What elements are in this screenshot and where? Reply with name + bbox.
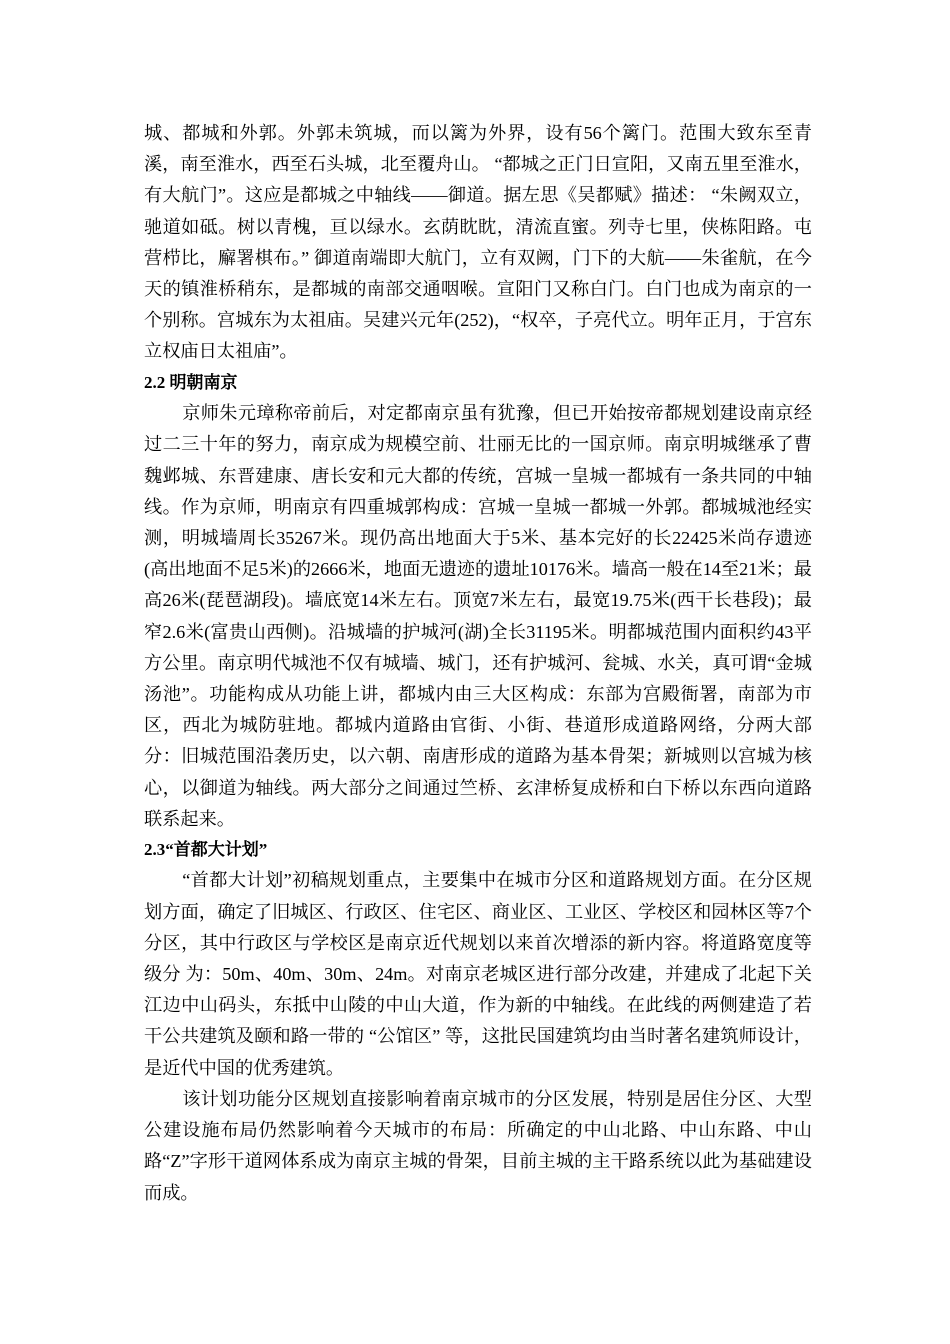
paragraph-ming-nanjing: 京师朱元璋称帝前后，对定都南京虽有犹豫，但已开始按帝都规划建设南京经过二三十年的努力，南京成为规模空前、壮丽无比的一国京师。南京明城继承了曹魏邺城、东晋建康、唐长安和元大都的传统，宫城一皇城一都城有一条共同的中轴线。作为京师，明南京有四重城郭构成：宫城一皇城一都城一外郭。都城城池经实测，明城墙周长35267米。现仍高出地面大于5米、基本完好的长22425米尚存遗迹(高出地面不足5米)的2666米，地面无遗迹的遗址10176米。墙高一般在14至21米；最高26米(琵琶湖段)。墙底宽14米左右。顶宽7米左右，最宽19.75米(西干长巷段)；最窄2.6米(富贵山西侧)。沿城墙的护城河(湖)全长31195米。明都城范围内面积约43平方公里。南京明代城池不仅有城墙、城门，还有护城河、瓮城、水关，真可谓“金城汤池”。功能构成从功能上讲，都城内由三大区构成：东部为宫殿衙署，南部为市区，西北为城防驻地。都城内道路由官街、小街、巷道形成道路网络，分两大部分：旧城范围沿袭历史，以六朝、南唐形成的道路为基本骨架；新城则以宫城为核心，以御道为轴线。两大部分之间通过竺桥、玄津桥复成桥和白下桥以东西向道路联系起来。	[144, 403, 812, 829]
section-heading-2-3: 2.3“首都大计划”	[144, 839, 268, 859]
section-heading-2-2: 2.2 明朝南京	[144, 372, 238, 392]
document-page	[144, 118, 812, 1209]
paragraph-capital-plan-overview: “首都大计划”初稿规划重点，主要集中在城市分区和道路规划方面。在分区规划方面，确定了旧城区、行政区、住宅区、商业区、工业区、学校区和园林区等7个分区，其中行政区与学校区是南京近代规划以来首次增添的新内容。将道路宽度等级分 为：50m、40m、30m、24m。对南京老城区进行部分改建，并建成了北起下关江边中山码头，东抵中山陵的中山大道，作为新的中轴线。在此线的两侧建造了若干公共建筑及颐和路一带的 “公馆区” 等，这批民国建筑均由当时著名建筑师设计，是近代中国的优秀建筑。	[144, 870, 812, 1078]
paragraph-capital-plan-impact: 该计划功能分区规划直接影响着南京城市的分区发展，特别是居住分区、大型公建设施布局仍然影响着今天城市的布局：所确定的中山北路、中山东路、中山路“Z”字形干道网体系成为南京主城的骨架，目前主城的主干路系统以此为基础建设而成。	[144, 1088, 812, 1203]
paragraph-jiankang-city-layout: 城、都城和外郭。外郭未筑城，而以篱为外界，设有56个篱门。范围大致东至青溪，南至淮水，西至石头城，北至覆舟山。 “都城之正门日宣阳，又南五里至淮水，有大航门”。这应是都城之中轴线——御道。据左思《吴都赋》描述： “朱阙双立，驰道如砥。树以青槐，亘以绿水。玄荫眈眈，清流直蜜。列寺七里，侠栋阳路。屯营栉比，廨署棋布。” 御道南端即大航门，立有双阙，门下的大航——朱雀航，在今天的镇淮桥稍东，是都城的南部交通咽喉。宣阳门又称白门。白门也成为南京的一个别称。宫城东为太祖庙。吴建兴元年(252)，“权卒，子亮代立。明年正月，于宫东立权庙日太祖庙”。	[144, 123, 812, 362]
